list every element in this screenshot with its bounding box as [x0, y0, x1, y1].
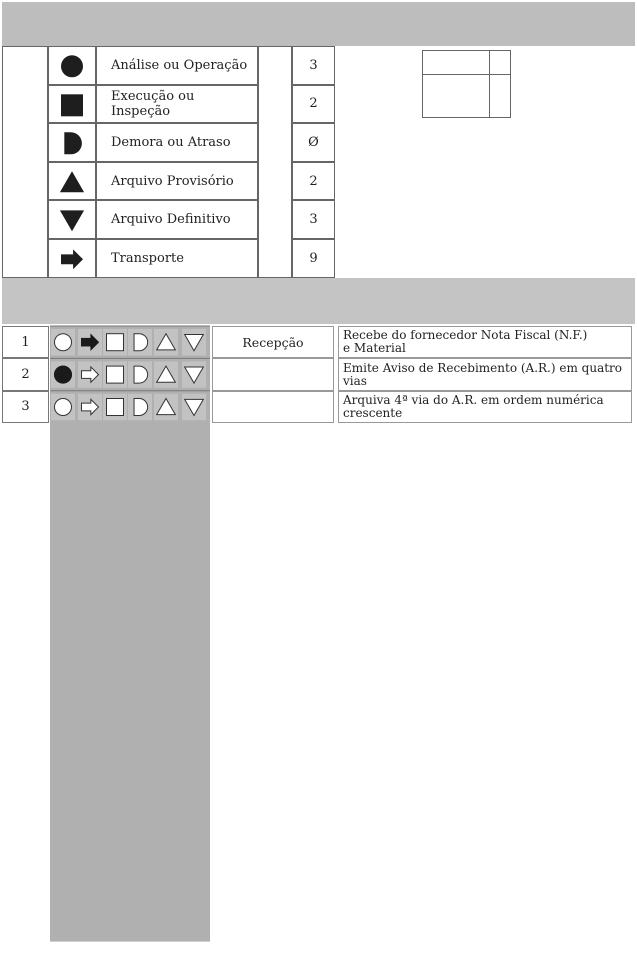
- row-descricao: [338, 326, 632, 358]
- flowchart-page: [2, 2, 635, 952]
- header-unidades: [212, 278, 336, 324]
- legend-label: Demora ou Atraso: [111, 134, 231, 150]
- triangle-down-icon: [185, 367, 204, 383]
- legend-total: Ø: [308, 134, 319, 150]
- symbol-cell: [51, 394, 75, 420]
- legend-icon-svg: [49, 201, 95, 240]
- legend-label-cell: [96, 46, 258, 85]
- legend-icon-svg: [49, 124, 95, 163]
- row-ordem: 2: [2, 358, 49, 390]
- row-ordem: 3: [2, 391, 49, 423]
- proposta-cell: [422, 74, 490, 118]
- legend-icon-cell: [48, 162, 96, 201]
- symbol-cell: [182, 329, 206, 355]
- legend-icon-cell: [48, 85, 96, 124]
- symbol-cell: [78, 329, 102, 355]
- symbol-cell: [128, 361, 152, 387]
- legend-total-cell: [292, 200, 335, 239]
- row-unidade: [212, 358, 334, 390]
- symbol-cell: [78, 394, 102, 420]
- legend-total-cell: [292, 85, 335, 124]
- half-circle-icon: [134, 334, 148, 351]
- arrow-right-icon: [82, 367, 99, 382]
- header-descricao: [336, 278, 635, 324]
- triangle-down-icon: [185, 335, 204, 351]
- square-icon: [107, 366, 124, 383]
- atual-mark-cell: [489, 50, 511, 75]
- symbol-cell: [103, 361, 127, 387]
- symbol-cell: [103, 394, 127, 420]
- legend-icon-cell: [48, 46, 96, 85]
- legend-label-cell: [96, 123, 258, 162]
- legend-total-cell: [292, 46, 335, 85]
- circle-icon: [55, 366, 72, 383]
- half-circle-icon: [64, 132, 82, 154]
- atual-cell: [422, 50, 490, 75]
- row-ordem: 1: [2, 326, 49, 358]
- circle-icon: [55, 399, 72, 416]
- circle-icon: [61, 55, 83, 77]
- row-descricao: [338, 358, 632, 390]
- triangle-down-icon: [60, 211, 84, 232]
- legend-label: Arquivo Definitivo: [111, 212, 231, 228]
- symbol-cell: [154, 329, 178, 355]
- row-descricao-text: Emite Aviso de Recebimento (A.R.) em quatro vias: [343, 360, 623, 388]
- symbol-cell: [128, 394, 152, 420]
- legend-label-cell: [96, 239, 258, 278]
- arrow-right-icon: [82, 399, 99, 414]
- legend-total: 2: [309, 173, 318, 189]
- legend-label: Análise ou Operação: [111, 57, 248, 73]
- symbol-cell: [128, 329, 152, 355]
- triangle-up-icon: [157, 366, 176, 382]
- row-unidade: [212, 391, 334, 423]
- row-unidade: Recepção: [212, 326, 334, 358]
- arrow-right-icon: [81, 334, 99, 350]
- symbol-cell: [51, 361, 75, 387]
- half-circle-icon: [134, 399, 148, 416]
- symbol-cell: [154, 361, 178, 387]
- legend-label-cell: [96, 162, 258, 201]
- proposta-mark-cell: [489, 74, 511, 118]
- row-descricao-text: Arquiva 4ª via do A.R. em ordem numérica crescente: [343, 392, 604, 420]
- symbol-strip-background: [50, 326, 210, 942]
- row-descricao-text: Recebe do fornecedor Nota Fiscal (N.F.) e Material: [343, 328, 588, 356]
- legend-total-cell: [292, 123, 335, 162]
- legend-label-cell: [96, 200, 258, 239]
- legend-total-cell: [292, 239, 335, 278]
- symbol-cell: [51, 329, 75, 355]
- arrow-right-icon: [82, 335, 99, 350]
- legend-total: 2: [309, 96, 318, 112]
- header-ordem: [2, 278, 49, 324]
- triangle-up-icon: [60, 171, 84, 192]
- legend-icon-svg: [49, 163, 95, 202]
- legend-total: 3: [309, 212, 318, 228]
- legend-label-cell: [96, 85, 258, 124]
- triangle-up-icon: [157, 334, 176, 350]
- square-icon: [61, 94, 83, 116]
- square-icon: [107, 399, 124, 416]
- legend-total-cell: [292, 162, 335, 201]
- row-descricao: [338, 391, 632, 423]
- legend-icon-svg: [49, 240, 95, 279]
- square-icon: [107, 334, 124, 351]
- legend-icon-svg: [49, 47, 95, 86]
- arrow-right-icon: [61, 249, 83, 269]
- circle-icon: [55, 334, 72, 351]
- triangle-down-icon: [185, 399, 204, 415]
- symbol-cell: [154, 394, 178, 420]
- half-circle-icon: [134, 366, 148, 383]
- legend-icon-cell: [48, 123, 96, 162]
- symbol-cell: [78, 361, 102, 387]
- legend-icon-svg: [49, 86, 95, 125]
- totais-side-panel: [258, 46, 292, 278]
- triangle-up-icon: [157, 399, 176, 415]
- legend-total: 9: [309, 250, 318, 266]
- legend-label: Execução ou Inspeção: [111, 88, 195, 119]
- legend-icon-cell: [48, 239, 96, 278]
- circle-icon: [54, 366, 72, 384]
- legend-label: Transporte: [111, 250, 184, 266]
- legend-icon-cell: [48, 200, 96, 239]
- header-simbolos: [49, 278, 212, 324]
- symbol-cell: [182, 394, 206, 420]
- symbol-cell: [103, 329, 127, 355]
- legend-label: Arquivo Provisório: [111, 173, 234, 189]
- simbolos-side-panel: [2, 46, 48, 278]
- symbol-cell: [182, 361, 206, 387]
- legend-total: 3: [309, 57, 318, 73]
- page-title: [2, 2, 635, 48]
